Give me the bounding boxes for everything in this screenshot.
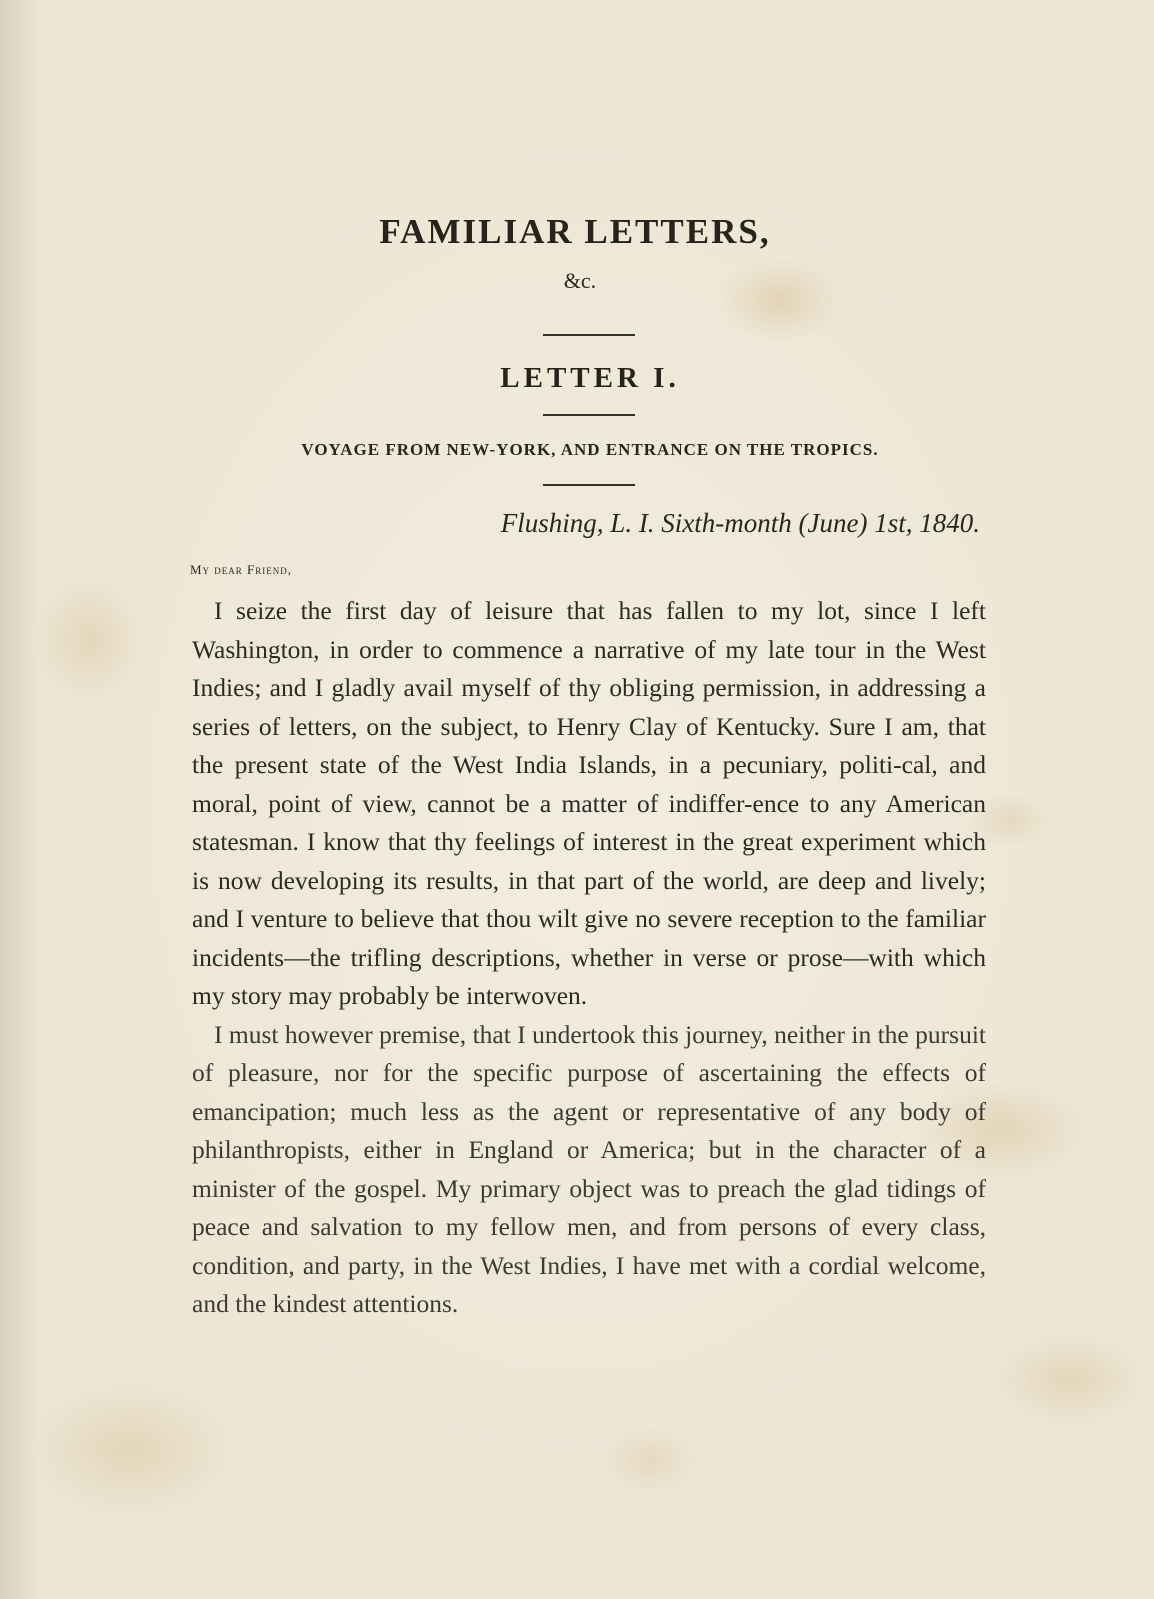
body-paragraph: I must however premise, that I undertook this journey, neither in the pursuit of pleasure, nor for the specific purpose of ascertaining the effects of emancipation; much less as the agent or representative of any body of philanthropists, either in England or America; but in the character of a minister of the gospel. My primary object was to preach the glad tidings of peace and salvation to my fellow men, and from persons of every class, condition, and party, in the West Indies, I have met with a cordial welcome, and the kindest attentions. [192,1019,986,1318]
body-paragraph: I seize the first day of leisure that has fallen to my lot, since I left Washington, in order to commence a narrative of my late tour in the West Indies; and I gladly avail myself of thy obliging permission, in addressing a series of letters, on the subject, to Henry Clay of Kentucky. Sure I am, that the present state of the West India Islands, in a pecuniary, politi-cal, and moral, point of view, cannot be a matter of indiffer-ence to any American statesman. I know that thy feelings of interest in the great experiment which is now developing its results, in that part of the world, are deep and lively; and I venture to believe that thou wilt give no severe reception to the familiar incidents—the trifling descriptions, whether in verse or prose—with which my story may probably be interwoven. [192,596,986,1010]
divider-rule [543,334,635,336]
section-heading: VOYAGE FROM NEW-YORK, AND ENTRANCE ON THE TROPICS. [301,440,879,459]
letter-heading: LETTER I. [500,362,680,394]
dateline: Flushing, L. I. Sixth-month (June) 1st, 1840. [500,508,980,538]
page-title: FAMILIAR LETTERS, [379,212,771,251]
page-subtitle: &c. [563,268,597,293]
divider-rule [543,484,635,486]
letter-body [192,592,986,1324]
salutation: My dear Friend, [190,562,293,577]
divider-rule [543,414,635,416]
page-gutter-shadow [0,0,40,1599]
